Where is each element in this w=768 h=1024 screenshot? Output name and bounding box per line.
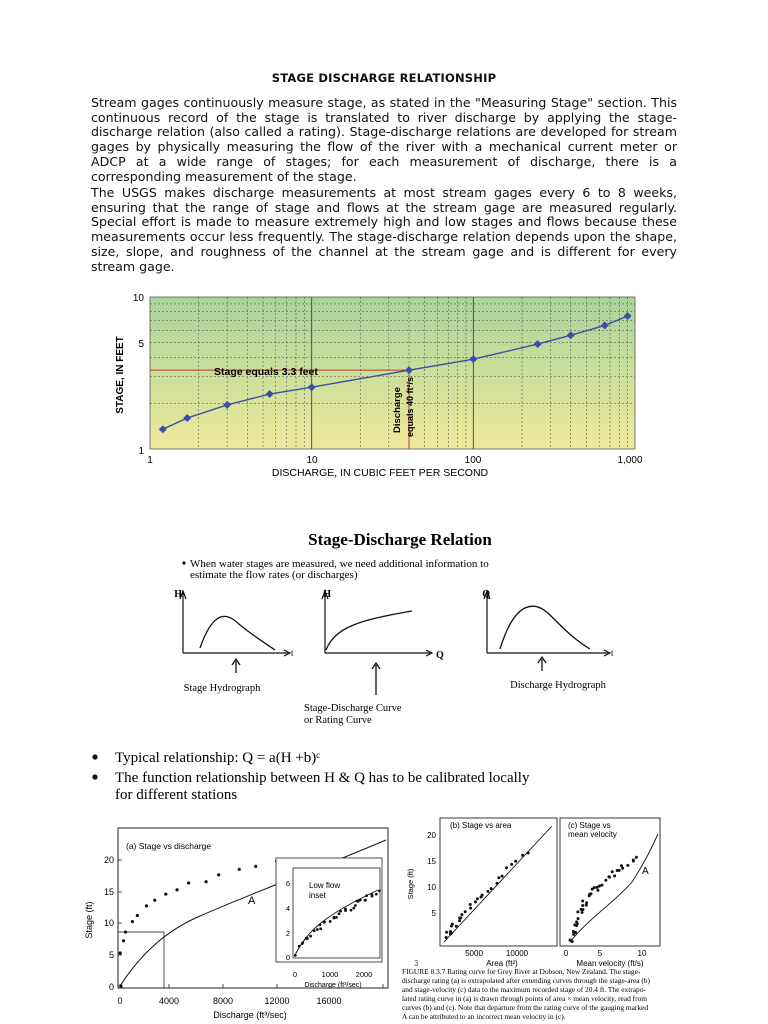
scatter-point (495, 882, 498, 885)
scatter-point (501, 875, 504, 878)
scatter-point (474, 900, 477, 903)
scatter-point (339, 910, 342, 913)
scatter-point (581, 904, 584, 907)
caption-line2: discharge rating (a) is extrapolated after extending curves through the stage-area (b) (402, 976, 650, 985)
document-title: STAGE DISCHARGE RELATIONSHIP (271, 71, 497, 85)
rating-curve-panel (304, 589, 444, 726)
ytick-15: 15 (427, 857, 436, 866)
ytick-5: 5 (138, 339, 144, 350)
scatter-point (505, 866, 508, 869)
discharge-annotation-line1: Discharge (392, 387, 403, 433)
scatter-point (576, 910, 579, 913)
scatter-point (344, 909, 347, 912)
usgs-rating-curve-figure (100, 285, 660, 485)
scatter-point (464, 910, 467, 913)
scatter-point (588, 893, 591, 896)
scatter-point (352, 907, 355, 910)
x-axis-label: DISCHARGE, IN CUBIC FEET PER SECOND (271, 467, 489, 479)
scatter-point (569, 939, 572, 942)
scatter-point (581, 911, 584, 914)
scatter-point (490, 887, 493, 890)
xtick-16000: 16000 (316, 996, 342, 1006)
inset-ytick-4: 4 (285, 904, 290, 913)
scatter-point (449, 930, 452, 933)
scatter-point (455, 925, 458, 928)
panel1-yaxis-label: H (174, 589, 182, 600)
scatter-point (294, 954, 297, 957)
scatter-point (319, 923, 322, 926)
scatter-point (131, 920, 134, 923)
scatter-point (301, 941, 304, 944)
area-xtick-5000: 5000 (465, 949, 483, 958)
x-axis-label: Discharge (ft³/sec) (213, 1010, 287, 1020)
scatter-point (371, 895, 374, 898)
scatter-point (581, 900, 584, 903)
scatter-point (306, 937, 309, 940)
panel-b-label: (b) Stage vs area (450, 821, 512, 830)
bullet-dot (182, 561, 185, 564)
scatter-point (323, 921, 326, 924)
scatter-point (510, 863, 513, 866)
scatter-point (596, 889, 599, 892)
stage-annotation: Stage equals 3.3 feet (214, 366, 318, 378)
velocity-points (569, 856, 638, 943)
scatter-point (119, 985, 122, 988)
slide-intro-line1: When water stages are measured, we need additional information to (190, 558, 489, 570)
panel3-caption: Discharge Hydrograph (510, 680, 606, 691)
xtick-1: 1 (147, 455, 153, 466)
scatter-point (335, 916, 338, 919)
bullet-dot (92, 774, 97, 779)
scatter-point (445, 936, 448, 939)
ytick-20: 20 (103, 855, 114, 865)
scatter-point (635, 856, 638, 859)
scatter-point (338, 912, 341, 915)
scatter-point (476, 897, 479, 900)
inset-ytick-0: 0 (285, 953, 290, 962)
caption-line1: FIGURE 8.3.7 Rating curve for Grey River at Dobson, New Zealand. The stage- (402, 967, 641, 976)
ytick-15: 15 (103, 887, 114, 897)
scatter-point (607, 875, 610, 878)
panel1-xaxis-label: t (291, 648, 294, 658)
ytick-0: 0 (108, 982, 114, 992)
caption-line6: A can be attributed to an incorrect mean velocity in (c). (402, 1012, 566, 1021)
scatter-point (604, 879, 607, 882)
scatter-point (205, 880, 208, 883)
inset-xtick-1000: 1000 (321, 970, 339, 979)
scatter-point (350, 909, 353, 912)
inset-label-line1: Low flow (309, 881, 341, 890)
stage-discharge-slide (160, 525, 640, 735)
scatter-point (375, 893, 378, 896)
scatter-point (469, 903, 472, 906)
scatter-point (313, 929, 316, 932)
panel-a-label: (a) Stage vs discharge (126, 841, 212, 851)
velocity-xtick-5: 5 (597, 949, 603, 958)
xtick-0: 0 (117, 996, 123, 1006)
scatter-point (460, 913, 463, 916)
relationship-bullets (85, 745, 705, 805)
scatter-point (354, 904, 357, 907)
scatter-point (481, 894, 484, 897)
scatter-point (581, 908, 584, 911)
panel-c-label-line1: (c) Stage vs (568, 821, 611, 830)
panel2-yaxis-label: H (323, 589, 331, 600)
ytick-10: 10 (103, 918, 114, 928)
low-flow-inset (276, 858, 382, 962)
caption-line3: and stage-velocity (c) data to the maximum recorded stage of 20.4 ft. The extrapo- (402, 985, 646, 994)
inset-xtick-0: 0 (292, 970, 298, 979)
scatter-point (175, 888, 178, 891)
slide-title: Stage-Discharge Relation (308, 530, 492, 549)
bullet-typical-relationship: Typical relationship: Q = a(H +b)ᶜ (115, 750, 321, 766)
velocity-marker-label: A (642, 866, 649, 877)
discharge-hydrograph-panel (482, 589, 614, 691)
scatter-point (364, 899, 367, 902)
scatter-point (238, 868, 241, 871)
scatter-point (632, 859, 635, 862)
y-axis-label: STAGE, IN FEET (115, 336, 126, 414)
scatter-point (316, 928, 319, 931)
xtick-100: 100 (464, 455, 482, 466)
scatter-point (298, 945, 301, 948)
scatter-point (497, 876, 500, 879)
scatter-point (593, 886, 596, 889)
up-arrow-icon (372, 663, 380, 695)
slide-intro-line2: estimate the flow rates (or discharges) (190, 569, 358, 581)
scatter-point (309, 935, 312, 938)
scatter-point (145, 904, 148, 907)
ytick-20: 20 (427, 831, 436, 840)
ytick-10: 10 (427, 883, 436, 892)
scatter-point (359, 899, 362, 902)
scatter-point (153, 899, 156, 902)
scatter-point (136, 914, 139, 917)
scatter-point (521, 854, 524, 857)
scatter-point (598, 884, 601, 887)
scatter-point (333, 916, 336, 919)
xtick-8000: 8000 (212, 996, 234, 1006)
ytick-5: 5 (431, 909, 436, 918)
xtick-10: 10 (306, 455, 318, 466)
inset-x-axis-label: Discharge (ft³/sec) (304, 982, 362, 989)
scatter-point (329, 920, 332, 923)
scatter-point (445, 931, 448, 934)
scatter-point (378, 889, 381, 892)
discharge-annotation-line2: equals 40 ft³/s (405, 376, 415, 437)
scatter-point (164, 892, 167, 895)
scatter-point (365, 894, 368, 897)
scatter-point (575, 920, 578, 923)
scatter-point (486, 890, 489, 893)
bullet-dot (92, 754, 97, 759)
y-axis-label: Stage (ft) (84, 901, 94, 939)
paragraph-2: The USGS makes discharge measurements at most stream gages every 6 to 8 weeks, ensuring that the range of stage and flows at the stream gage are measured regularly. Special effort is made to measure extremely high and low stages and flows because these measurements occur less frequently. The stage-discharge relation depends upon the shape, size, slope, and roughness of the channel at the stream gage and is different for every stream gage. (91, 185, 677, 274)
up-arrow-icon (538, 657, 546, 671)
bullet-calibration-line1: The function relationship between H & Q has to be calibrated locally (115, 770, 530, 786)
velocity-fit-line (570, 834, 658, 942)
gauging-marker-label: A (248, 895, 256, 907)
gauging-points (119, 860, 279, 988)
inset-ytick-2: 2 (285, 929, 290, 938)
inset-label-line2: inset (309, 891, 326, 900)
stage-vs-discharge-figure (80, 820, 400, 1024)
ytick-10: 10 (132, 293, 144, 304)
stage-hydrograph-panel (174, 589, 294, 694)
scatter-point (527, 852, 530, 855)
scatter-point (451, 923, 454, 926)
caption-line5: curves (b) and (c). Note that departure from the rating curve of the gauging marked (402, 1003, 649, 1012)
scatter-point (600, 884, 603, 887)
scatter-point (514, 860, 517, 863)
panel3-yaxis-label: Q (482, 589, 490, 600)
panel-c-label-line2: mean velocity (568, 830, 617, 839)
bullet-calibration-line2: for different stations (115, 787, 238, 803)
stray-label: 3 (414, 959, 419, 968)
scatter-point (621, 867, 624, 870)
scatter-point (459, 916, 462, 919)
scatter-point (319, 927, 322, 930)
velocity-xtick-10: 10 (637, 949, 647, 958)
panel2-xaxis-label: Q (436, 650, 444, 661)
ytick-5: 5 (108, 950, 114, 960)
scatter-point (187, 881, 190, 884)
velocity-x-axis-label: Mean velocity (ft/s) (576, 959, 644, 968)
xtick-4000: 4000 (158, 996, 180, 1006)
scatter-point (585, 901, 588, 904)
scatter-point (572, 930, 575, 933)
scatter-point (626, 864, 629, 867)
panel2-caption-line2: or Rating Curve (304, 715, 372, 726)
scatter-point (620, 864, 623, 867)
scatter-point (613, 874, 616, 877)
scatter-point (618, 869, 621, 872)
scatter-point (577, 917, 580, 920)
scatter-point (122, 939, 125, 942)
scatter-point (119, 951, 122, 954)
scatter-point (124, 930, 127, 933)
stage-vs-area-velocity-figure (400, 812, 710, 1024)
scatter-point (217, 873, 220, 876)
xtick-1000: 1,000 (617, 455, 643, 466)
xtick-12000: 12000 (264, 996, 290, 1006)
scatter-point (469, 907, 472, 910)
panel2-caption-line1: Stage-Discharge Curve (304, 703, 402, 714)
scatter-point (254, 865, 257, 868)
ytick-1: 1 (138, 446, 144, 457)
area-x-axis-label: Area (ft²) (486, 959, 518, 968)
scatter-point (611, 870, 614, 873)
panel3-xaxis-label: t (611, 648, 614, 658)
scatter-point (458, 919, 461, 922)
up-arrow-icon (232, 659, 240, 673)
y-axis-label: Stage (ft) (406, 868, 415, 900)
inset-ytick-6: 6 (285, 879, 290, 888)
panel1-caption: Stage Hydrograph (183, 683, 261, 694)
caption-line4: lated rating curve in (a) is drawn through points of area × mean velocity, read from (402, 994, 648, 1003)
paragraph-1: Stream gages continuously measure stage, as stated in the "Measuring Stage" section. This continuous record of the stage is translated to river discharge by applying the stage-discharge relation (also called a rating). Stage-discharge relations are developed for stream gages by physically measuring the flow of the river with a mechanical current meter or ADCP at a wide range of stages; for each measurement of discharge, there is a corresponding measurement of the stage. (91, 95, 677, 184)
velocity-xtick-0: 0 (563, 949, 569, 958)
inset-xtick-2000: 2000 (355, 970, 373, 979)
area-xtick-10000: 10000 (505, 949, 529, 958)
